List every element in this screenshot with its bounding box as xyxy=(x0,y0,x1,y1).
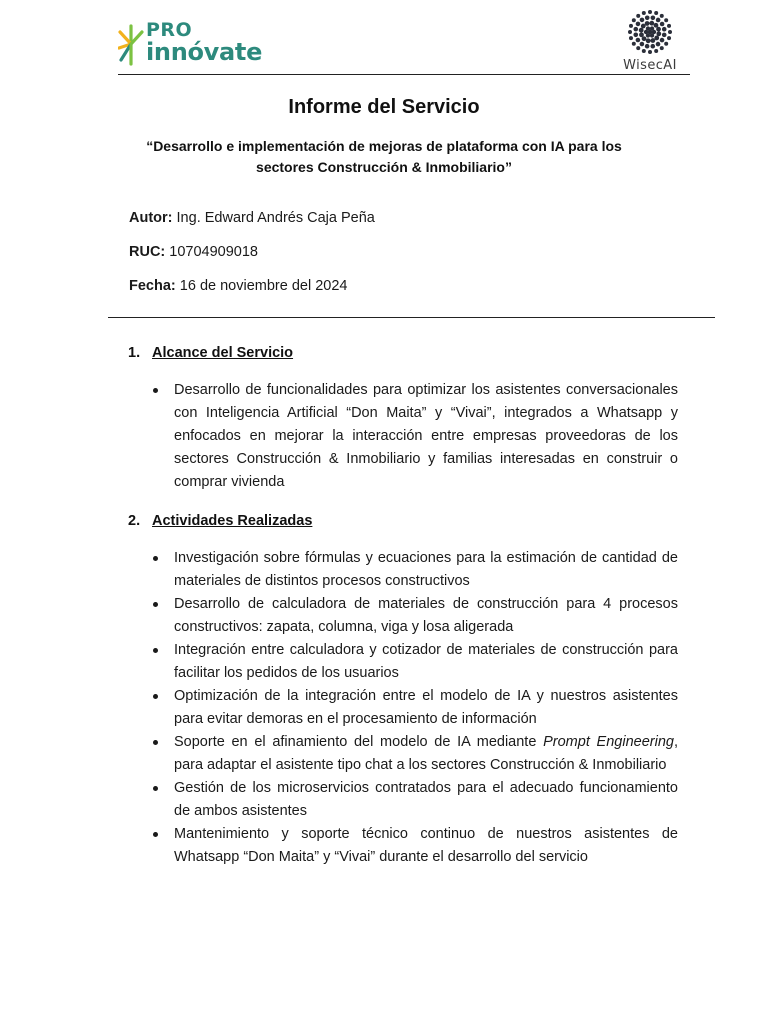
logo-dot xyxy=(642,49,646,53)
logo-dot xyxy=(660,14,664,18)
date-label: Fecha: xyxy=(129,278,176,294)
logo-dot xyxy=(639,32,644,37)
list-item: Mantenimiento y soporte técnico continuo de nuestros asistentes de Whatsapp “Don Maita” y “Vivai” durante el desarrollo del servicio xyxy=(150,823,678,869)
author-line xyxy=(129,210,375,226)
logo-dot xyxy=(656,27,661,32)
logo-dot xyxy=(640,42,645,47)
logo-dot xyxy=(636,22,641,27)
logo-dot xyxy=(648,10,652,14)
logo-dot xyxy=(642,11,646,15)
ruc-value: 10704909018 xyxy=(169,244,258,260)
dotted-circle-icon xyxy=(626,8,674,56)
logo-dot xyxy=(664,18,668,22)
logo-dot xyxy=(667,24,671,28)
ruc-line xyxy=(129,244,258,260)
author-value: Ing. Edward Andrés Caja Peña xyxy=(176,210,375,226)
logo-dot xyxy=(654,11,658,15)
logo-dot xyxy=(633,27,638,32)
logo-dot xyxy=(649,21,654,26)
wisecai-text: WisecAI xyxy=(623,58,677,73)
logo-dot xyxy=(668,30,672,34)
logo-dot xyxy=(656,42,661,47)
ruc-label: RUC: xyxy=(129,244,166,260)
logo-dot xyxy=(636,38,641,43)
page-header xyxy=(118,8,690,74)
section-number: 1. xyxy=(128,345,141,361)
logo-dot xyxy=(656,31,661,36)
logo-innovate-text: innóvate xyxy=(146,38,263,66)
logo-dot xyxy=(636,46,640,50)
logo-dot xyxy=(656,18,661,23)
logo-dot xyxy=(648,50,652,54)
logo-dot xyxy=(648,30,652,34)
logo-dot xyxy=(629,36,633,40)
proinnovate-logo xyxy=(118,14,288,70)
logo-dot xyxy=(650,44,655,49)
logo-dot xyxy=(639,28,644,33)
wisecai-logo xyxy=(610,8,690,74)
logo-dot xyxy=(632,42,636,46)
logo-dot xyxy=(650,38,655,43)
section-title: Actividades Realizadas xyxy=(152,513,313,529)
logo-dot xyxy=(660,46,664,50)
logo-dot xyxy=(662,33,667,38)
list-item-emphasis: Prompt Engineering xyxy=(543,734,674,750)
list-item-text: Soporte en el afinamiento del modelo de IA mediante xyxy=(174,734,544,750)
section-1-list xyxy=(150,379,678,494)
logo-dot xyxy=(645,44,650,49)
logo-dot xyxy=(629,24,633,28)
logo-dot xyxy=(660,22,665,27)
logo-dot xyxy=(632,18,636,22)
list-item: Investigación sobre fórmulas y ecuaciones para la estimación de cantidad de materiales de distintos procesos constructivos xyxy=(150,547,678,593)
list-item: Desarrollo de calculadora de materiales de construcción para 4 procesos constructivos: zapata, columna, viga y losa aligerada xyxy=(150,593,678,639)
page-subtitle: “Desarrollo e implementación de mejoras de plataforma con IA para los sectores Construcción & Inmobiliario” xyxy=(146,138,622,175)
logo-dot xyxy=(640,18,645,23)
logo-pro-text: PRO xyxy=(146,19,193,41)
logo-dot xyxy=(645,15,650,20)
list-item: Desarrollo de funcionalidades para optimizar los asistentes conversacionales con Inteligencia Artificial “Don Maita” y “Vivai”, integrados a Whatsapp y enfocados en mejorar la interacción entre empresas proveedoras de los sectores Construcción & Inmobiliario y familias interesadas en construir o comprar vivienda xyxy=(150,379,678,494)
list-item xyxy=(150,731,678,777)
list-item: Optimización de la integración entre el modelo de IA y nuestros asistentes para evitar demoras en el procesamiento de información xyxy=(150,685,678,731)
sprout-icon xyxy=(118,22,144,66)
logo-dot xyxy=(660,38,665,43)
logo-dot xyxy=(662,27,667,32)
list-item: Gestión de los microservicios contratados para el adecuado funcionamiento de ambos asistentes xyxy=(150,777,678,823)
logo-dot xyxy=(646,38,651,43)
logo-dot xyxy=(664,42,668,46)
logo-dot xyxy=(645,21,650,26)
section-1-heading xyxy=(128,345,293,361)
logo-dot xyxy=(628,30,632,34)
section-title: Alcance del Servicio xyxy=(152,345,294,361)
date-line xyxy=(129,278,347,294)
section-number: 2. xyxy=(128,513,141,529)
date-value: 16 de noviembre del 2024 xyxy=(179,278,348,294)
logo-dot xyxy=(633,32,638,37)
logo-dot xyxy=(651,15,656,20)
list-item: Integración entre calculadora y cotizador de materiales de construcción para facilitar los pedidos de los usuarios xyxy=(150,639,678,685)
section-2-list xyxy=(150,547,678,869)
logo-dot xyxy=(654,49,658,53)
section-divider xyxy=(108,317,715,318)
list-item-text: , para adaptar el asistente tipo chat a los sectores Construcción & Inmobiliario xyxy=(174,734,678,773)
logo-dot xyxy=(636,14,640,18)
section-2-heading xyxy=(128,513,312,529)
header-divider xyxy=(118,74,690,75)
author-label: Autor: xyxy=(129,210,173,226)
page-title: Informe del Servicio xyxy=(288,96,480,118)
logo-dot xyxy=(667,36,671,40)
